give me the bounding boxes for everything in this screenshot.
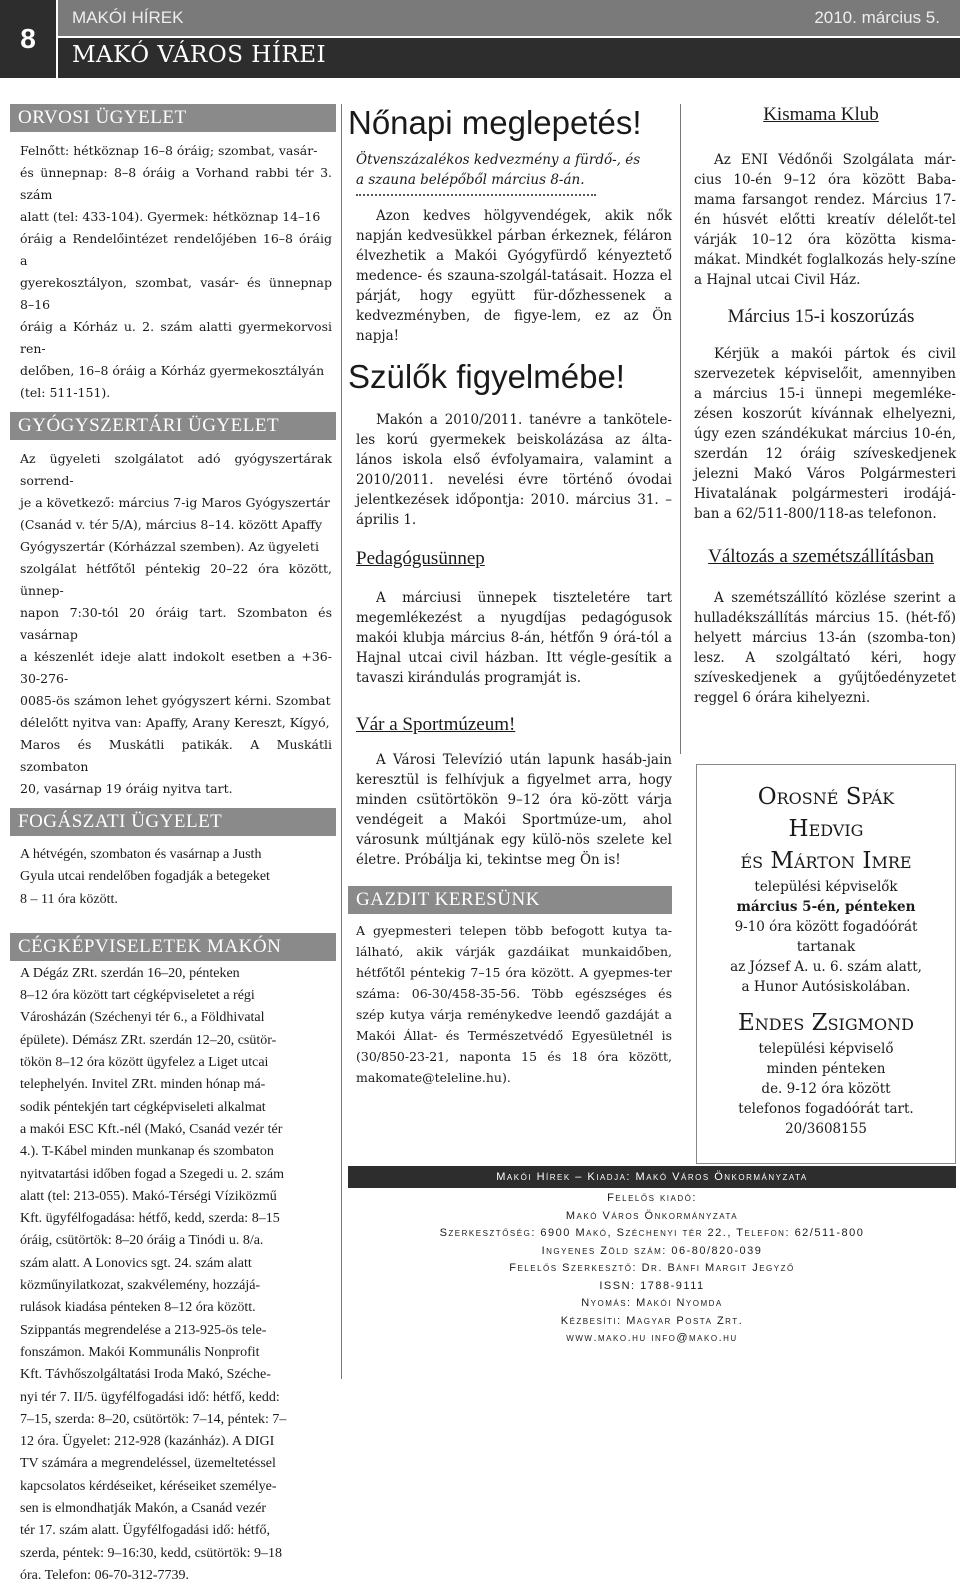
impressum bbox=[348, 1190, 956, 1348]
impressum-line: Nyomás: Makói Nyomda bbox=[581, 1297, 723, 1309]
text-line: 12 óra. Ügyelet: 212-928 (kazánház). A DIGI bbox=[20, 1434, 275, 1450]
representatives-box bbox=[696, 764, 956, 1164]
text-line: óra. Telefon: 06-70-312-7739. bbox=[20, 1567, 190, 1583]
text-line: Városházán (Széchenyi tér 6., a Földhivatal bbox=[20, 1010, 265, 1026]
text-line: 0085-ös számon lehet gyógyszert kérni. Szombat bbox=[20, 693, 331, 708]
text-line: delőben, 16–8 óráig a Kórház gyermekosztályán bbox=[20, 363, 325, 378]
rep-line: de. 9-12 óra között bbox=[761, 1081, 891, 1097]
szulok-text: Makón a 2010/2011. tanévre a tankötele-les korú gyermekek beiskolázása az álta-lános iskola első évfolyamaira, valamint a 2010/2011. nevelési évre történő óvodai jelentkezések időpontja: 2010. március 31. – április 1. bbox=[356, 412, 672, 528]
left-column bbox=[10, 104, 336, 1587]
text-line: (tel: 511-151). bbox=[20, 385, 111, 400]
text-line: A Dégáz ZRt. szerdán 16–20, pénteken bbox=[20, 965, 240, 981]
section-title-gazdit: GAZDIT KERESÜNK bbox=[348, 886, 672, 914]
rep-line: települési képviselő bbox=[758, 1041, 894, 1057]
nonap-text: Azon kedves hölgyvendégek, akik nők napján kedvesükkel párban érkeznek, féláron élvezhetik a Makói Gyógyfürdő kényeztető medence- és szauna-szolgál-tatásait. Hozza el párját, hogy együtt für-dőzhessenek a kedvezményben, de figye-lem, ez az Ön napja! bbox=[356, 208, 672, 344]
impressum-line: Felelős kiadó: bbox=[607, 1192, 697, 1204]
text-line: A hétvégén, szombaton és vasárnap a Justh bbox=[20, 847, 262, 862]
impressum-line: ISSN: 1788-9111 bbox=[599, 1279, 705, 1292]
sportmuzeum-text: A Városi Televízió után lapunk hasáb-jain keresztül is felhívjuk a figyelmet arra, hogy minden csütörtökön 9–12 óra kö-zött várja vendégeit a Makói Sportmúze-um, ahol városunk múltjának egy külö-nös szelete kel életre. Próbálja ki, tekintse meg Ön is! bbox=[356, 752, 672, 868]
rep-name: Endes Zsigmond bbox=[738, 1010, 914, 1036]
text-line: 20, vasárnap 19 óráig nyitva tart. bbox=[20, 781, 233, 796]
text-line: TV számára a megrendeléssel, üzemeltetéssel bbox=[20, 1456, 276, 1472]
rep-line: március 5-én, pénteken bbox=[736, 899, 916, 915]
impressum-line: Ingyenes Zöld szám: 06-80/820-039 bbox=[541, 1244, 763, 1257]
rep-line: a Hunor Autósiskolában. bbox=[741, 979, 911, 995]
text-line: Maros és Muskátli patikák. A Muskátli szombaton bbox=[20, 737, 332, 774]
fogaszat-text bbox=[10, 844, 336, 911]
nonap-subtitle-2: a szauna belépőből március 8-án. bbox=[356, 172, 585, 188]
text-line: 7–15, szerda: 8–20, csütörtök: 7–14, péntek: 7– bbox=[20, 1411, 287, 1427]
impressum-line: Kézbesíti: Magyar Posta Zrt. bbox=[560, 1314, 744, 1327]
text-line: nyitvatartási időben fogad a Szegedi u. 2. szám bbox=[20, 1166, 284, 1182]
rep-line: 20/3608155 bbox=[785, 1121, 867, 1137]
text-line: szerda, péntek: 9–16:30, kedd, csütörtök: 9–18 bbox=[20, 1545, 283, 1561]
text-line: épülete). Démász ZRt. szerdán 12–20, csütör- bbox=[20, 1032, 277, 1048]
text-line: és ünnepnap: 8–8 óráig a Vorhand rabbi tér 3. szám bbox=[20, 165, 332, 202]
marcius-text: Kérjük a makói pártok és civil szervezetek képviselőit, amennyiben a március 15-i ünnepi megemléke-zésen koszorút kívánnak elhelyezni, úgy ezen szándékukat március 10-én, szerdán 12 óráig szíveskedjenek jelezni Makó Város Polgármesteri Hivatalának polgármesteri irodájá-ban a 62/511-800/118-as telefonon. bbox=[694, 346, 956, 522]
impressum-bar: Makói Hírek – Kiadja: Makó Város Önkormányzata bbox=[348, 1166, 956, 1188]
gazdit-text: A gyepmesteri telepen több befogott kutya ta-lálható, akik várják gazdáikat munkaidőben, hétfőtől péntekig 7–15 óra között. A gyepmes-ter száma: 06-30/458-35-56. Több egészséges és szép kutya várja reménykedve leendő gazdáját a Makói Állat- és Természetvédő Egyesületnél is (30/850-23-21, naponta 15 és 18 óra között, makomate@teleline.hu). bbox=[356, 923, 672, 1085]
rep-line: települési képviselők bbox=[754, 879, 898, 895]
impressum-line: Szerkesztőség: 6900 Makó, Széchenyi tér 22., Telefon: 62/511-800 bbox=[439, 1227, 865, 1239]
text-line: alatt (tel: 433-104). Gyermek: hétköznap 14–16 bbox=[20, 209, 321, 224]
text-line: óráig a Kórház u. 2. szám alatti gyermekorvosi ren- bbox=[20, 319, 332, 356]
text-line: Szippantás megrendelése a 213-925-ös tele- bbox=[20, 1322, 267, 1338]
rep-name: Orosné Spák bbox=[757, 784, 895, 810]
text-line: tér 17. szám alatt. Ügyfélfogadási idő: hétfő, bbox=[20, 1523, 270, 1539]
text-line: 8 – 11 óra között. bbox=[20, 891, 118, 907]
page-number: 8 bbox=[0, 0, 56, 78]
rep-line: az József A. u. 6. szám alatt, bbox=[730, 959, 922, 975]
text-line: Az ügyeleti szolgálatot adó gyógyszertárak sorrend- bbox=[20, 451, 332, 488]
impressum-line: www.mako.hu info@mako.hu bbox=[566, 1332, 738, 1344]
headline-pedagogus: Pedagógusünnep bbox=[356, 548, 485, 569]
text-line: óráig, csütörtök: 8–20 óráig a Tinódi u. 8/a. bbox=[20, 1233, 264, 1249]
gyogyszer-text bbox=[10, 448, 336, 800]
rep-name: és Márton Imre bbox=[740, 848, 912, 874]
text-line: Felnőtt: hétköznap 16–8 óráig; szombat, vasár- bbox=[20, 143, 318, 158]
rep-name: Hedvig bbox=[788, 816, 864, 842]
section-title-gyogyszer: GYÓGYSZERTÁRI ÜGYELET bbox=[10, 412, 336, 440]
text-line: sen is elmondhatják Makón, a Csanád vezér bbox=[20, 1501, 267, 1517]
impressum-line: Felelős Szerkesztő: Dr. Bánfi Margit Jegyző bbox=[509, 1262, 795, 1274]
rep-line: telefonos fogadóórát tart. bbox=[738, 1101, 914, 1117]
page-title: MAKÓ VÁROS HÍREI bbox=[72, 42, 327, 68]
text-line: tökön 8–12 óra között ügyfelez a Liget utcai bbox=[20, 1055, 269, 1071]
header-date: 2010. március 5. bbox=[814, 8, 940, 27]
text-line: gyerekosztályon, szombat, vasár- és ünnepnap 8–16 bbox=[20, 275, 332, 312]
rep-line: minden pénteken bbox=[766, 1061, 886, 1077]
headline-marcius: Március 15-i koszorúzás bbox=[727, 306, 915, 327]
text-line: óráig a Rendelőintézet rendelőjében 16–8 óráig a bbox=[20, 231, 332, 268]
text-line: a készenlét ideje alatt indokolt esetben a +36-30-276- bbox=[20, 649, 332, 686]
section-title-orvosi: ORVOSI ÜGYELET bbox=[10, 104, 336, 132]
text-line: fonszámon. Makói Kommunális Nonprofit bbox=[20, 1344, 260, 1360]
text-line: 8–12 óra között tart cégképviseletet a régi bbox=[20, 988, 255, 1004]
text-line: sodik péntekjén tart cégképviseleti alkalmat bbox=[20, 1099, 266, 1115]
text-line: szolgálat hétfőtől péntekig 20–22 óra között, ünnep- bbox=[20, 561, 332, 598]
rep-line: 9-10 óra között fogadóórát bbox=[734, 919, 918, 935]
middle-column bbox=[348, 104, 672, 1088]
headline-sportmuzeum: Vár a Sportmúzeum! bbox=[356, 714, 516, 735]
text-line: 4.). T-Kábel minden munkanap és szombaton bbox=[20, 1144, 274, 1160]
text-line: napon 7:30-tól 20 óráig tart. Szombaton és vasárnap bbox=[20, 605, 332, 642]
text-line: je a következő: március 7-ig Maros Gyógyszertár bbox=[20, 495, 330, 510]
impressum-line: Makó Város Önkormányzata bbox=[565, 1209, 739, 1222]
szemet-text: A szemétszállító közlése szerint a hulladékszállítás március 15. (hét-fő) helyett március 13-án (szomba-ton) lesz. A szolgáltató kéri, hogy szíveskedjenek a gyűjtőedényzetet reggel 6 órára kihelyezni. bbox=[694, 590, 956, 706]
headline-szulok: Szülők figyelmébe! bbox=[348, 358, 625, 395]
text-line: telephelyén. Invitel ZRt. minden hónap má- bbox=[20, 1077, 266, 1093]
dotted-separator bbox=[356, 194, 596, 196]
text-line: alatt (tel: 213-055). Makó-Térségi Víziközmű bbox=[20, 1188, 277, 1204]
headline-szemet: Változás a szemétszállításban bbox=[708, 546, 934, 567]
orvosi-text bbox=[10, 140, 336, 404]
text-line: Kft. ügyfélfogadása: hétfő, kedd, szerda: 8–15 bbox=[20, 1211, 280, 1227]
header-section: MAKÓI HÍREK bbox=[72, 8, 184, 27]
text-line: Gyógyszertár (Kórházzal szemben). Az ügyeleti bbox=[20, 539, 319, 554]
text-line: rulások kiadása pénteken 8–12 óra között. bbox=[20, 1300, 256, 1316]
nonap-subtitle-1: Ötvenszázalékos kedvezmény a fürdő-, és bbox=[356, 152, 641, 168]
section-title-cegkep: CÉGKÉPVISELETEK MAKÓN bbox=[10, 933, 336, 961]
text-line: Kft. Távhőszolgáltatási Iroda Makó, Széche- bbox=[20, 1367, 271, 1383]
pedagogus-text: A márciusi ünnepek tiszteletére tart megemlékezést a nyugdíjas pedagógusok makói klubja március 8-án, hétfőn 9 órá-tól a Hajnal utcai civil házban. Itt végle-gesítik a tavaszi kirándulás programját is. bbox=[356, 590, 672, 686]
cegkep-text bbox=[10, 963, 336, 1587]
rep-line: tartanak bbox=[796, 939, 856, 955]
right-column bbox=[686, 104, 956, 708]
text-line: délelőtt nyitva van: Apaffy, Arany Kereszt, Kígyó, bbox=[20, 715, 330, 730]
text-line: nyi tér 7. II/5. ügyfélfogadási idő: hétfő, kedd: bbox=[20, 1389, 280, 1405]
headline-kismama: Kismama Klub bbox=[763, 104, 879, 125]
text-line: (Csanád v. tér 5/A), március 8–14. között Apaffy bbox=[20, 517, 323, 532]
section-title-fogaszat: FOGÁSZATI ÜGYELET bbox=[10, 808, 336, 836]
text-line: Gyula utcai rendelőben fogadják a betegeket bbox=[20, 869, 270, 885]
text-line: a makói ESC Kft.-nél (Makó, Csanád vezér tér bbox=[20, 1121, 283, 1137]
kismama-text: Az ENI Védőnői Szolgálata már-cius 10-én 9–12 óra között Baba-mama farsangot rendez. Március 17-én húsvét előtti kreatív délelőt-tel várják 10–12 óra közötta kisma-mákat. Mindkét foglalkozás hely-színe a Hajnal utcai Civil Ház. bbox=[694, 152, 956, 288]
headline-nonap: Nőnapi meglepetés! bbox=[348, 104, 642, 141]
text-line: szám alatt. A Lonovics sgt. 24. szám alatt bbox=[20, 1255, 252, 1271]
column-divider bbox=[680, 104, 681, 754]
text-line: közműnyilatkozat, szakvélemény, hozzájá- bbox=[20, 1278, 261, 1294]
text-line: kapcsolatos kérdéseiket, kéréseiket személye- bbox=[20, 1478, 277, 1494]
column-divider bbox=[341, 104, 342, 1379]
